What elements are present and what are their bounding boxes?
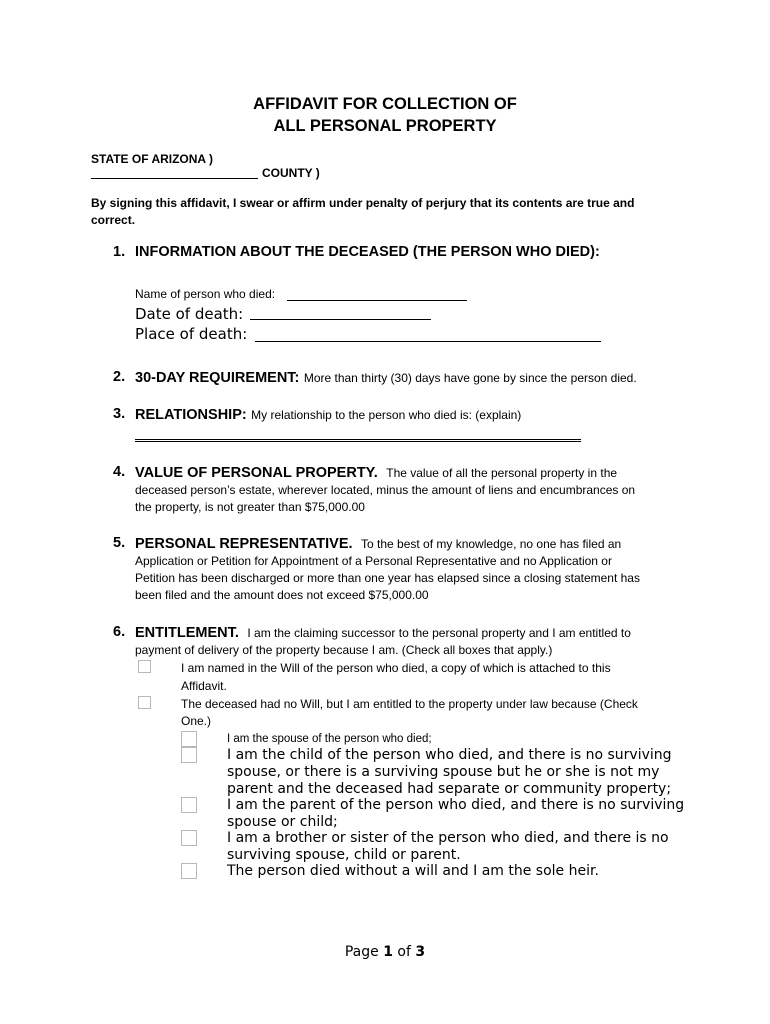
- county-label: COUNTY ): [262, 166, 320, 180]
- section3-line: [135, 406, 521, 424]
- section5-text2: Application or Petition for Appointment of a Personal Representative and no Application or: [135, 554, 612, 568]
- section3-heading: RELATIONSHIP:: [135, 407, 247, 423]
- section4-heading: VALUE OF PERSONAL PROPERTY.: [135, 465, 378, 481]
- county-blank[interactable]: [91, 178, 258, 179]
- section6-number: 6.: [113, 624, 126, 640]
- place-of-death-label: Place of death:: [135, 325, 248, 343]
- option-nowill-line2: One.): [181, 714, 212, 728]
- document-title-line1: AFFIDAVIT FOR COLLECTION OF: [253, 95, 517, 113]
- date-of-death-field[interactable]: [250, 319, 431, 320]
- section5-number: 5.: [113, 535, 126, 551]
- page-total: 3: [415, 944, 426, 960]
- section6-text1: I am the claiming successor to the personal property and I am entitled to: [247, 626, 631, 640]
- section3-number: 3.: [113, 406, 126, 422]
- place-of-death-field[interactable]: [255, 341, 601, 342]
- option-will-line1: I am named in the Will of the person who died, a copy of which is attached to this: [181, 661, 611, 675]
- section1-heading: INFORMATION ABOUT THE DECEASED (THE PERSON WHO DIED):: [135, 244, 600, 260]
- checkbox-sibling[interactable]: [181, 830, 197, 846]
- deceased-name-field[interactable]: [287, 300, 467, 301]
- section4-text3: the property, is not greater than $75,000.00: [135, 500, 365, 514]
- section4-number: 4.: [113, 464, 126, 480]
- section5-text4: been filed and the amount does not exceed $75,000.00: [135, 588, 429, 602]
- checkbox-spouse[interactable]: [181, 731, 197, 747]
- of-word: of: [397, 944, 411, 960]
- sub-sibling-line1: I am a brother or sister of the person who died, and there is no: [227, 830, 669, 846]
- deceased-name-label: Name of person who died:: [135, 287, 276, 301]
- section4-line1: [135, 464, 617, 482]
- sub-spouse-text: I am the spouse of the person who died;: [227, 733, 432, 745]
- checkbox-parent[interactable]: [181, 797, 197, 813]
- section6-heading: ENTITLEMENT.: [135, 625, 239, 641]
- section2-number: 2.: [113, 369, 126, 385]
- section5-text1: To the best of my knowledge, no one has filed an: [361, 537, 622, 551]
- oath-line1: By signing this affidavit, I swear or affirm under penalty of perjury that its contents are true and: [91, 196, 635, 210]
- sub-sole-heir: The person died without a will and I am the sole heir.: [227, 863, 599, 879]
- option-will-line2: Affidavit.: [181, 679, 227, 693]
- sub-child-line1: I am the child of the person who died, and there is no surviving: [227, 747, 672, 763]
- oath-line2: correct.: [91, 213, 136, 227]
- relationship-explain-field[interactable]: [135, 439, 581, 442]
- section5-heading: PERSONAL REPRESENTATIVE.: [135, 536, 353, 552]
- section2-line: [135, 369, 637, 387]
- section2-heading: 30-DAY REQUIREMENT:: [135, 370, 300, 386]
- section6-text2: payment of delivery of the property because I am. (Check all boxes that apply.): [135, 643, 553, 657]
- option-nowill-line1: The deceased had no Will, but I am entitled to the property under law because (Check: [181, 697, 638, 711]
- page-word: Page: [344, 944, 379, 960]
- section4-text1: The value of all the personal property in the: [386, 466, 618, 480]
- sub-child-line3: parent and the deceased had separate or community property;: [227, 781, 672, 797]
- section4-text2: deceased person’s estate, wherever located, minus the amount of liens and encumbrances on: [135, 483, 636, 497]
- sub-parent-line1: I am the parent of the person who died, and there is no surviving: [227, 797, 685, 813]
- section3-text: My relationship to the person who died is: (explain): [251, 408, 522, 422]
- section1-number: 1.: [113, 244, 126, 260]
- checkbox-no-will[interactable]: [138, 696, 151, 709]
- sub-parent-line2: spouse or child;: [227, 814, 338, 830]
- checkbox-child[interactable]: [181, 747, 197, 763]
- section2-text: More than thirty (30) days have gone by since the person died.: [303, 371, 637, 385]
- sub-child-line2: spouse, or there is a surviving spouse but he or she is not my: [227, 764, 660, 780]
- page-number-footer: [0, 944, 770, 960]
- page-current: 1: [383, 944, 393, 960]
- section6-line1: [135, 624, 631, 642]
- state-venue: STATE OF ARIZONA ): [91, 152, 213, 166]
- section5-text3: Petition has been discharged or more than one year has elapsed since a closing statement has: [135, 571, 640, 585]
- document-title-line2: ALL PERSONAL PROPERTY: [273, 117, 497, 135]
- sub-sibling-line2: surviving spouse, child or parent.: [227, 847, 461, 863]
- checkbox-sole-heir[interactable]: [181, 863, 197, 879]
- checkbox-named-in-will[interactable]: [138, 660, 151, 673]
- date-of-death-label: Date of death:: [135, 305, 244, 323]
- section5-line1: [135, 535, 621, 553]
